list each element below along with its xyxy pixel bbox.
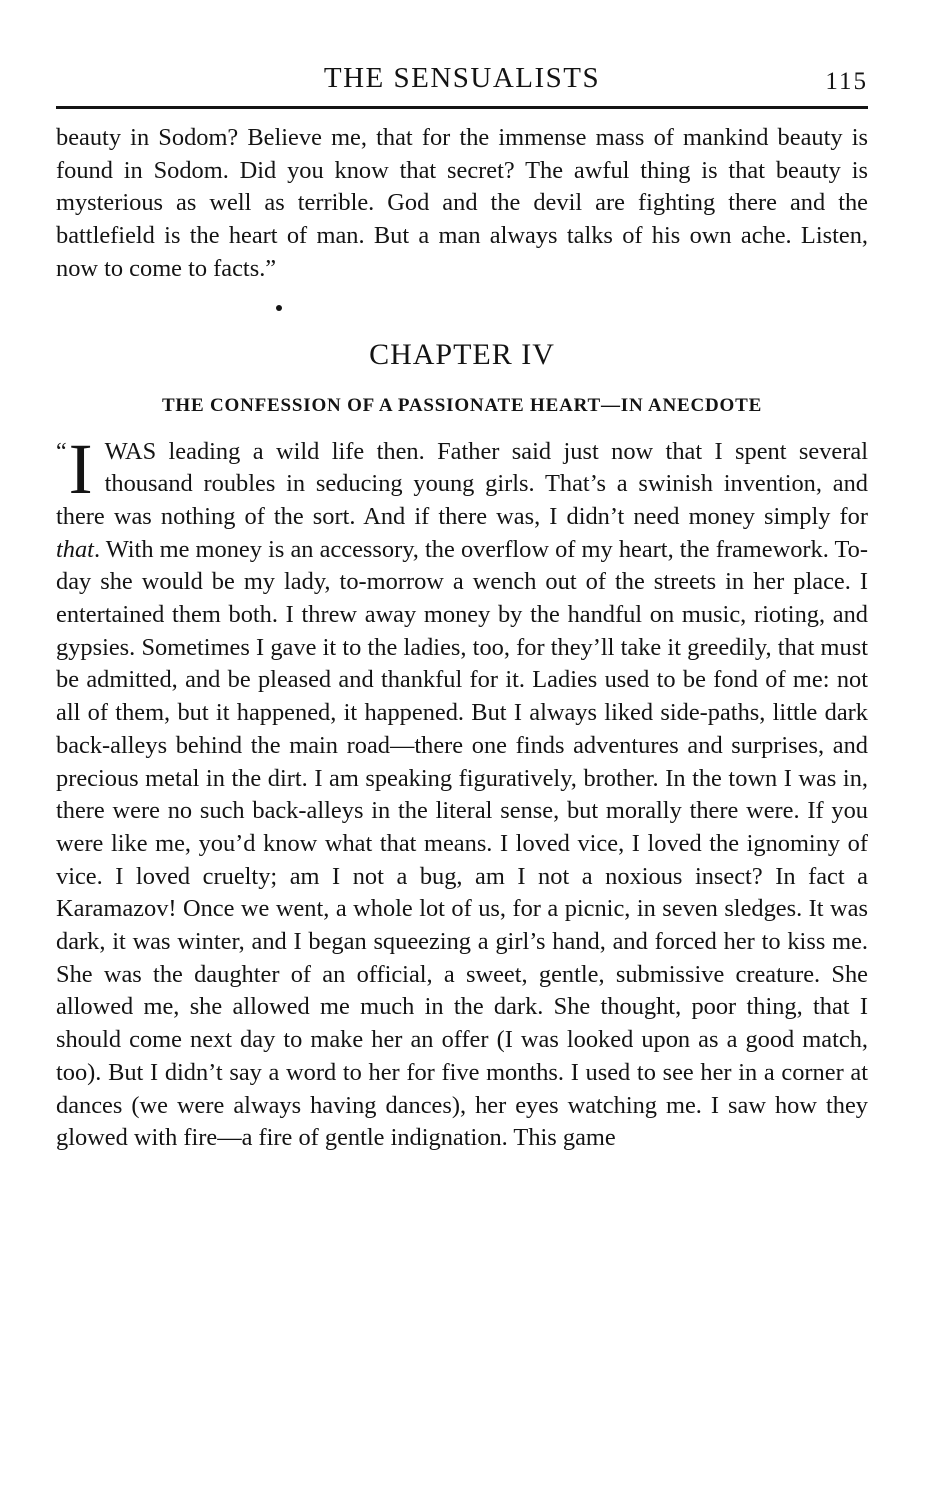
scan-speck bbox=[276, 305, 282, 311]
book-page bbox=[56, 58, 868, 1155]
continued-paragraph: beauty in Sodom? Believe me, that for the immense mass of mankind beauty is found in Sodom. Did you know that secret? The awful thing is that beauty is mysterious as well as terrible. God and the devil are fighting there and the battlefield is the heart of man. But a man always talks of his own ache. Listen, now to come to facts.” bbox=[56, 124, 868, 282]
chapter-subtitle: THE CONFESSION OF A PASSIONATE HEART—IN ANECDOTE bbox=[161, 394, 763, 416]
drop-cap-group bbox=[56, 428, 105, 509]
header-rule bbox=[56, 106, 868, 109]
running-title: THE SENSUALISTS bbox=[323, 62, 601, 94]
chapter-heading: CHAPTER IV bbox=[369, 337, 555, 371]
italic-word: that bbox=[56, 535, 94, 563]
chapter-paragraph bbox=[56, 428, 868, 1155]
paragraph-text-rest: . With me money is an accessory, the overflow of my heart, the framework. To-day she would be my lady, to-morrow a wench out of the streets in her place. I entertained them both. I threw away money by the handful on music, rioting, and gypsies. Sometimes I gave it to the ladies, too, for they’ll take it greedily, that must be admitted, and be pleased and thankful for it. Ladies used to be fond of me: not all of them, but it happened, it happened. But I always liked side-paths, little dark back-alleys behind the main road—there one finds adventures and surprises, and precious metal in the dirt. I am speaking figuratively, brother. In the town I was in, there were no such back-alleys in the literal sense, but morally there were. If you were like me, you’d know what that means. I loved vice, I loved the ignominy of vice. I loved cruelty; am I not a bug, am I not a noxious insect? In fact a Karamazov! Once we went, a whole lot of us, for a picnic, in seven sledges. It was dark, it was winter, and I began squeezing a girl’s hand, and forced her to kiss me. She was the daughter of an official, a sweet, gentle, submissive creature. She allowed me, she allowed me much in the dark. She thought, poor thing, that I should come next day to make her an offer (I was looked upon as a good match, too). But I didn’t say a word to her for five months. I used to see her in a corner at dances (we were always having dances), her eyes watching me. I saw how they glowed with fire—a fire of gentle indignation. This game bbox=[56, 535, 868, 1152]
opening-quote: “ bbox=[56, 438, 67, 465]
page-number: 115 bbox=[825, 68, 868, 95]
running-head bbox=[56, 58, 868, 104]
drop-cap: I bbox=[68, 428, 93, 509]
paragraph-text-start: WAS leading a wild life then. Father said just now that I spent several thousand roubles in seducing young girls. That’s a swinish invention, and there was nothing of the sort. And if there was, I didn’t need money simply for bbox=[56, 437, 868, 530]
